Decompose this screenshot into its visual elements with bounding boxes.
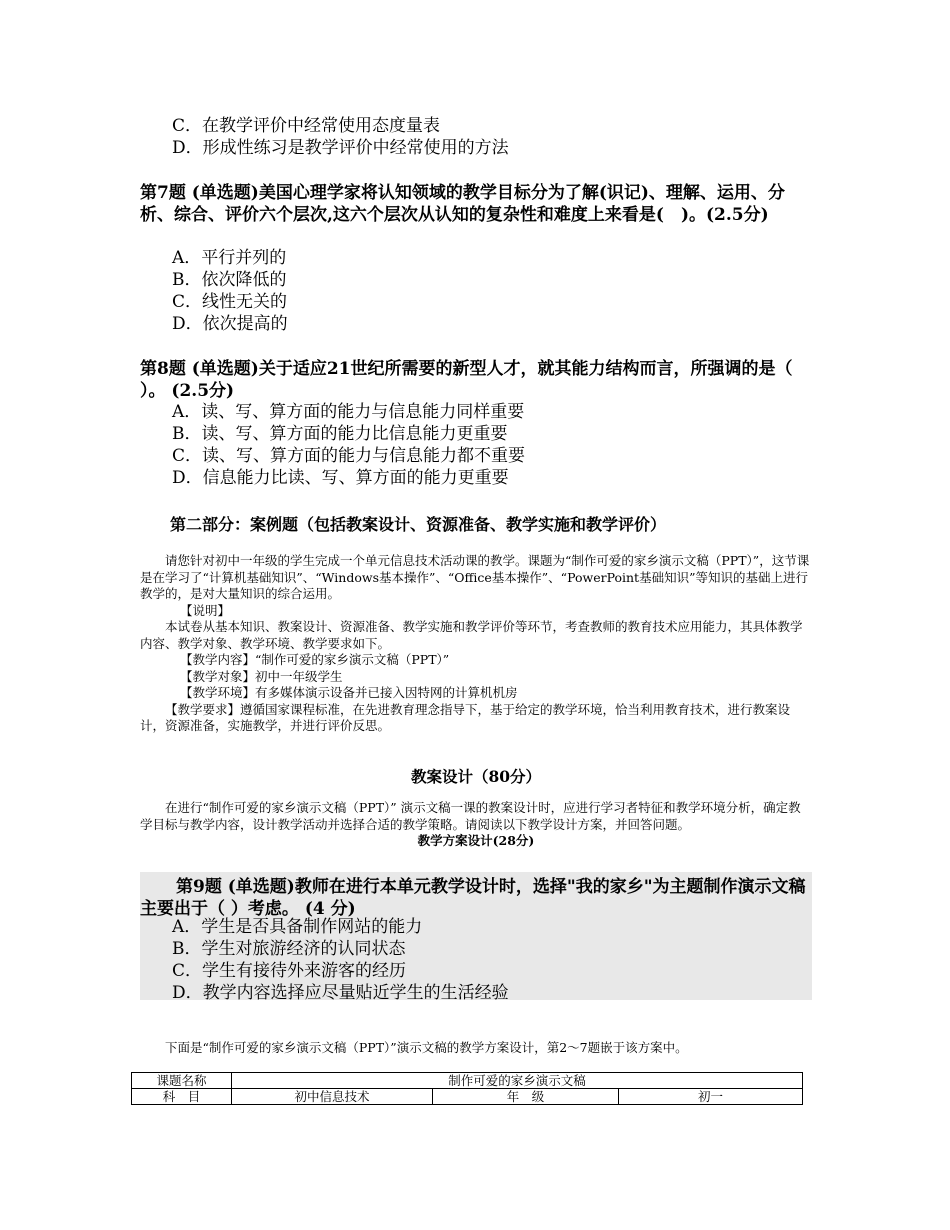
- table-cell: 初中信息技术: [232, 1089, 433, 1105]
- table-cell: 初一: [619, 1089, 803, 1105]
- note-label: 【说明】: [180, 602, 231, 618]
- lesson-design-body: [140, 800, 812, 850]
- teaching-requirement: 【教学要求】遵循国家课程标准，在先进教育理念指导下，基于给定的教学环境，恰当利用教育技术，进行教案设计，资源准备，实施教学，并进行评价反思。: [140, 701, 791, 733]
- q8-option-a: A．读、写、算方面的能力与信息能力同样重要: [172, 402, 525, 422]
- option-d: D．形成性练习是教学评价中经常使用的方法: [172, 138, 509, 158]
- table-cell: 年 级: [433, 1089, 619, 1105]
- lesson-plan-table: [131, 1072, 803, 1105]
- table-cell: 制作可爱的家乡演示文稿: [232, 1073, 803, 1089]
- note-text: 本试卷从基本知识、教案设计、资源准备、教学实施和教学评价等环节，考查教师的教育技术应用能力，其具体教学内容、教学对象、教学环境、教学要求如下。: [140, 619, 803, 651]
- lesson-design-title: 教案设计（80分）: [410, 767, 542, 786]
- question-9-stem: [140, 876, 812, 920]
- teaching-env: 【教学环境】有多媒体演示设备并已接入因特网的计算机机房: [180, 685, 518, 700]
- option-c: C．在教学评价中经常使用态度量表: [172, 116, 441, 136]
- part2-intro: 请您针对初中一年级的学生完成一个单元信息技术活动课的教学。课题为“制作可爱的家乡演示文稿（PPT）”，这节课是在学习了“计算机基础知识”、“Windows基本操作”、“Office基本操作”、“PowerPoint基础知识”等知识的基础上进行教学的，是对大量知识的综合运用。: [140, 553, 810, 601]
- q9-option-c: C．学生有接待外来游客的经历: [172, 961, 407, 981]
- question-9-options: [172, 916, 509, 1004]
- q9-stem-text: 第9题 (单选题)教师在进行本单元教学设计时，选择"我的家乡"为主题制作演示文稿主要出于（ ）考虑。 (4 分): [140, 877, 806, 919]
- table-cell: 课题名称: [132, 1073, 232, 1089]
- part2-body: [140, 553, 812, 735]
- part2-title: 第二部分：案例题（包括教案设计、资源准备、教学实施和教学评价）: [170, 515, 667, 534]
- question-8-stem: 第8题 (单选题)关于适应21世纪所需要的新型人才，就其能力结构而言，所强调的是（ ）。 (2.5分): [140, 359, 793, 401]
- q9-option-d: D．教学内容选择应尽量贴近学生的生活经验: [172, 983, 509, 1003]
- q7-option-d: D．依次提高的: [172, 314, 288, 334]
- prev-question-options: [172, 115, 509, 159]
- table-row: [132, 1073, 803, 1089]
- question-7-stem: 第7题 (单选题)美国心理学家将认知领域的教学目标分为了解(识记)、理解、运用、分析、综合、评价六个层次,这六个层次从认知的复杂性和难度上来看是( )。(2.5分): [140, 183, 785, 225]
- lesson-intro: 在进行“制作可爱的家乡演示文稿（PPT）” 演示文稿一课的教案设计时，应进行学习者特征和教学环境分析，确定教学目标与教学内容，设计教学活动并选择合适的教学策略。请阅读以下教学设计方案，并回答问题。: [140, 800, 801, 832]
- q9-option-b: B．学生对旅游经济的认同状态: [172, 939, 406, 959]
- question-7-options: [172, 247, 288, 335]
- q7-option-b: B．依次降低的: [172, 270, 287, 290]
- q8-option-b: B．读、写、算方面的能力比信息能力更重要: [172, 424, 508, 444]
- q7-option-c: C．线性无关的: [172, 292, 288, 312]
- q8-option-d: D．信息能力比读、写、算方面的能力更重要: [172, 468, 509, 488]
- table-row: [132, 1089, 803, 1105]
- question-8-options: [172, 401, 525, 489]
- q7-option-a: A．平行并列的: [172, 248, 287, 268]
- teaching-content: 【教学内容】“制作可爱的家乡演示文稿（PPT）”: [180, 652, 450, 667]
- table-intro: [140, 1040, 812, 1057]
- lesson-subtitle: 教学方案设计(28分): [417, 833, 535, 848]
- q8-option-c: C．读、写、算方面的能力与信息能力都不重要: [172, 446, 526, 466]
- table-cell: 科 目: [132, 1089, 232, 1105]
- table-intro-text: 下面是“制作可爱的家乡演示文稿（PPT）”演示文稿的教学方案设计，第2～7题嵌于该方案中。: [165, 1040, 688, 1055]
- q9-option-a: A．学生是否具备制作网站的能力: [172, 917, 423, 937]
- teaching-target: 【教学对象】初中一年级学生: [180, 668, 343, 684]
